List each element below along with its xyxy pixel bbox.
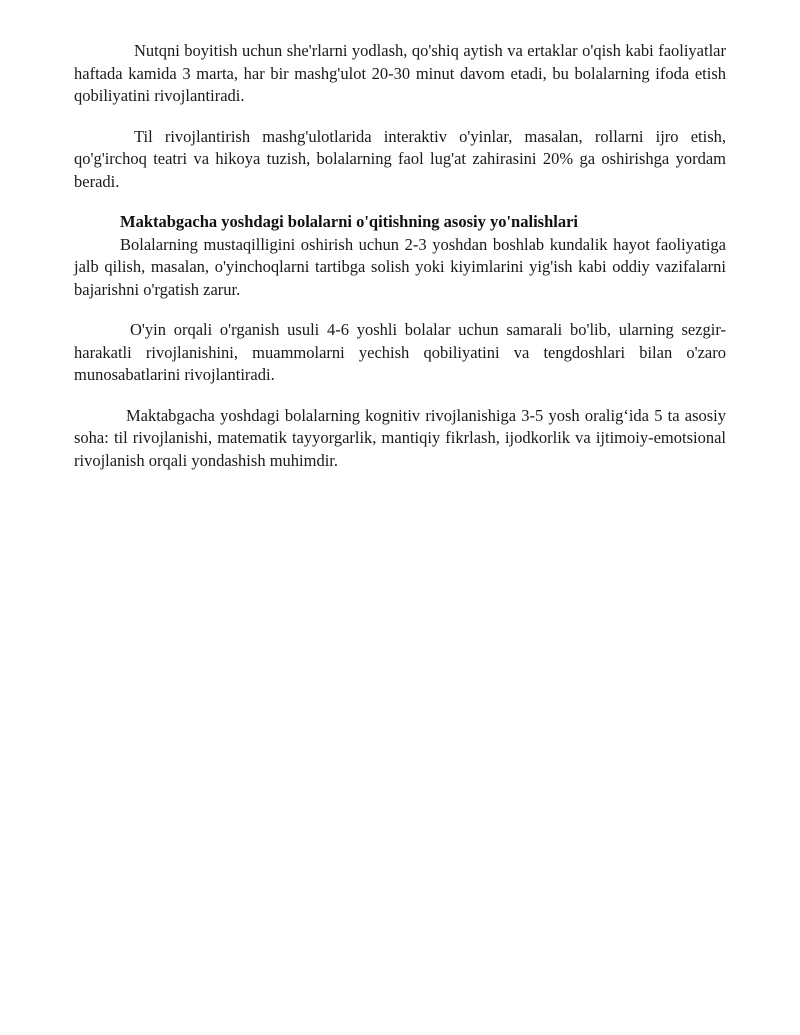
paragraph-independence: Bolalarning mustaqilligini oshirish uchun 2-3 yoshdan boshlab kundalik hayot faoliyatiga jalb qilish, masalan, o'yinchoqlarni tartibga solish yoki kiyimlarini yig'ish kabi oddiy vazifalarni bajarishni o'rgatish zarur. (74, 234, 726, 299)
section-heading: Maktabgacha yoshdagi bolalarni o'qitishning asosiy yo'nalishlari (120, 212, 578, 231)
paragraph-play-learning: O'yin orqali o'rganish usuli 4-6 yoshli bolalar uchun samarali bo'lib, ularning sezgir-harakatli rivojlanishini, muammolarni yechish qobiliyatini va tengdoshlari bilan o'zaro munosabatlarini rivojlantiradi. (74, 320, 726, 384)
paragraph-language-activities: Til rivojlantirish mashg'ulotlarida interaktiv o'yinlar, masalan, rollarni ijro etish, qo'g'irchoq teatri va hikoya tuzish, bolalarning faol lug'at zahirasini 20% ga oshirishga yordam beradi. (74, 126, 726, 191)
document-page (74, 40, 726, 490)
paragraph-cognitive-development: Maktabgacha yoshdagi bolalarning kognitiv rivojlanishiga 3-5 yosh oralig‘ida 5 ta asosiy soha: til rivojlanishi, matematik tayyorgarlik, mantiqiy fikrlash, ijodkorlik va ijtimoiy-emotsional rivojlanish orqali yondashish muhimdir. (74, 405, 726, 470)
paragraph-speech-enrichment: Nutqni boyitish uchun she'rlarni yodlash, qo'shiq aytish va ertaklar o'qish kabi faoliyatlar haftada kamida 3 marta, har bir mashg'ulot 20-30 minut davom etadi, bu bolalarning ifoda etish qobiliyatini rivojlantiradi. (74, 41, 726, 105)
